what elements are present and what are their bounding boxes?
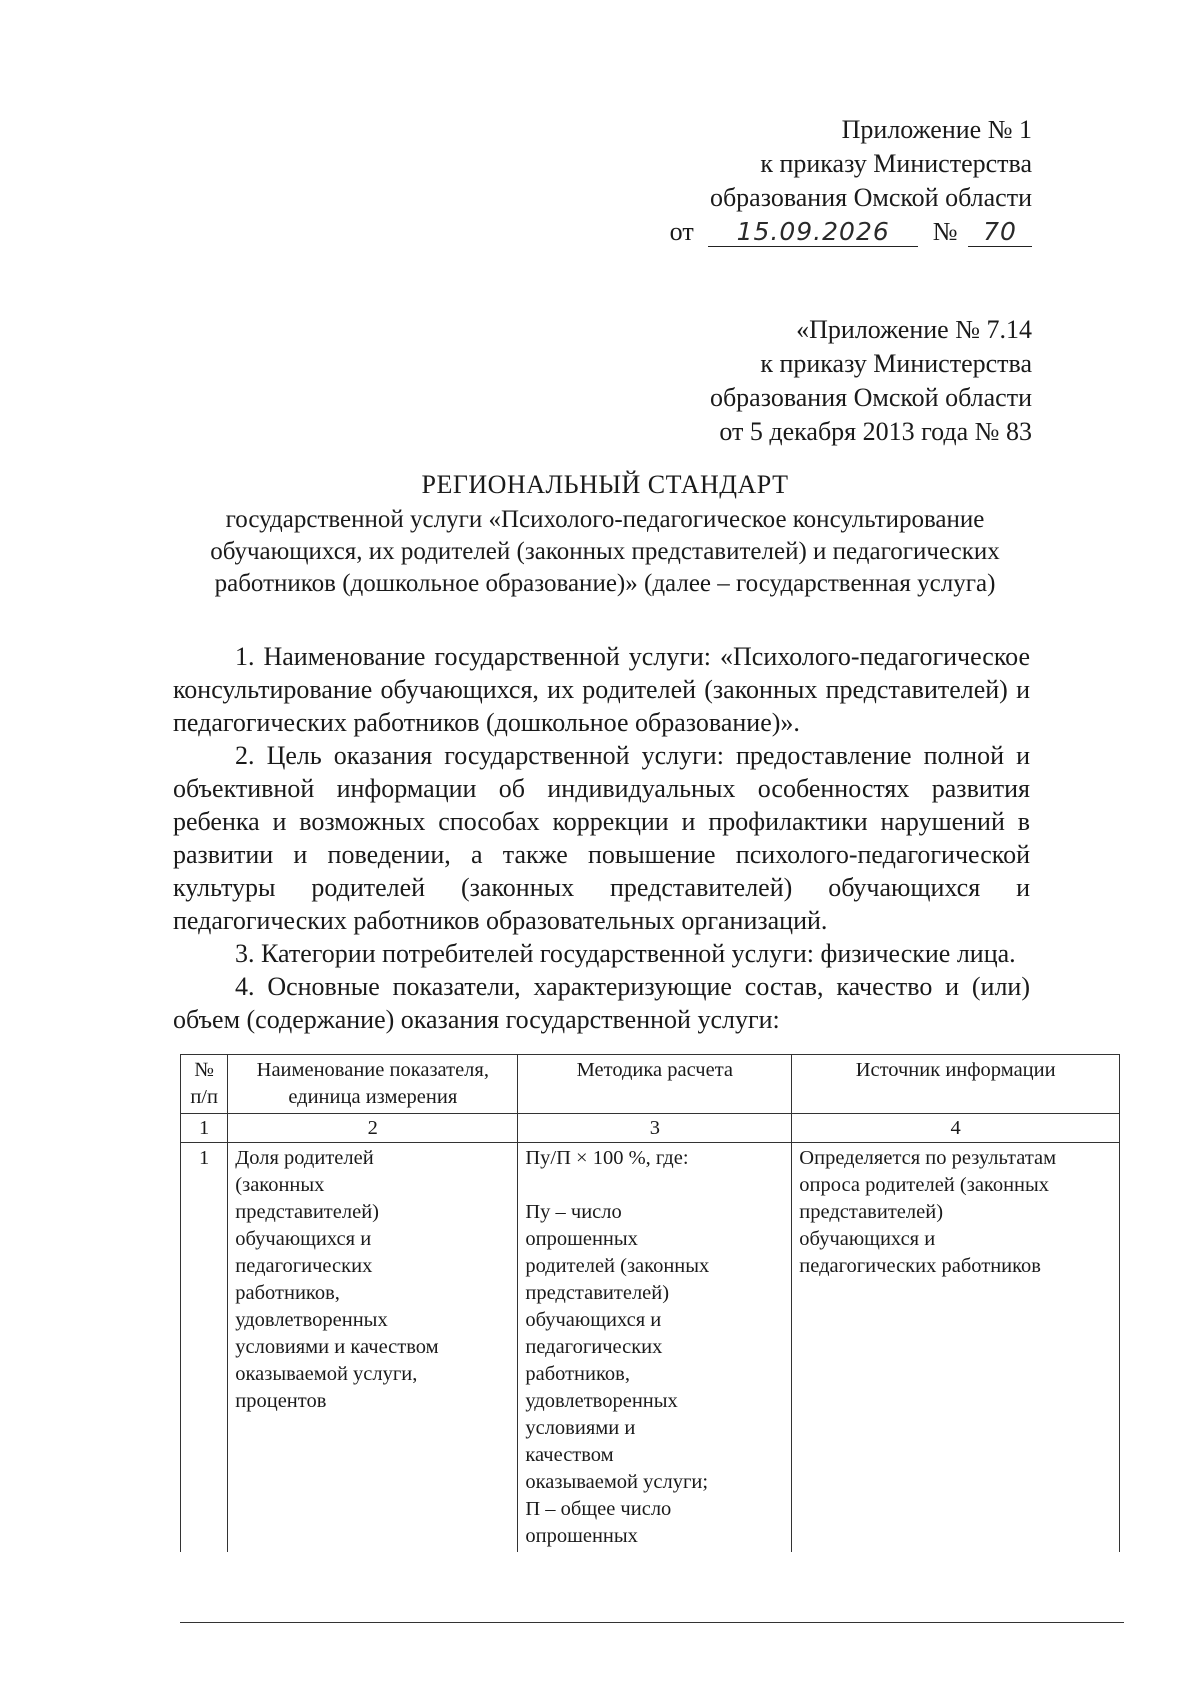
table-page-break-line [180, 1622, 1124, 1623]
source-cell [792, 1143, 1120, 1553]
cell-line: педагогических [525, 1336, 663, 1358]
document-title: РЕГИОНАЛЬНЫЙ СТАНДАРТ [421, 470, 789, 499]
cell-line [525, 1172, 784, 1199]
from-label: от [669, 217, 694, 246]
appendix-line: к приказу Министерства [760, 149, 1032, 178]
subtitle-line: обучающихся, их родителей (законных представителей) и педагогических [210, 538, 1000, 565]
number-label: № [932, 217, 958, 246]
appendix-line: образования Омской области [709, 383, 1032, 412]
appendix-line: образования Омской области [709, 183, 1032, 212]
cell-line: представителей) [799, 1201, 944, 1223]
cell-line: работников, [525, 1363, 630, 1385]
cell-line: условиями и [525, 1417, 636, 1439]
column-number-cell: 3 [518, 1114, 792, 1143]
document-heading [180, 468, 1030, 600]
table-header-row [181, 1055, 1120, 1114]
header-cell: Источник информации [792, 1055, 1120, 1114]
paragraph: 1. Наименование государственной услуги: «Психолого-педагогическое консультирование обучающихся, их родителей (законных представителей) и педагогических работников (дошкольное образование)». [173, 642, 1030, 737]
cell-line: качеством [525, 1444, 614, 1466]
handwritten-number: 70 [968, 218, 1032, 247]
cell-line: удовлетворенных [235, 1309, 388, 1331]
column-number-cell: 2 [228, 1114, 518, 1143]
cell-line: работников, [235, 1282, 340, 1304]
table-row [181, 1143, 1120, 1553]
indicator-cell [228, 1143, 518, 1553]
paragraph: 4. Основные показатели, характеризующие состав, качество и (или) объем (содержание) оказания государственной услуги: [173, 972, 1030, 1034]
subtitle-line: работников (дошкольное образование)» (далее – государственная услуга) [214, 570, 996, 597]
row-number-cell: 1 [181, 1143, 228, 1553]
cell-line: Пу/П × 100 %, где: [525, 1147, 689, 1169]
document-subtitle [180, 504, 1030, 600]
cell-line: оказываемой услуги; [525, 1471, 709, 1493]
cell-line: условиями и качеством [235, 1336, 439, 1358]
paragraph: 3. Категории потребителей государственной услуги: физические лица. [235, 939, 1016, 968]
cell-line: процентов [235, 1390, 327, 1412]
cell-line: опроса родителей (законных [799, 1174, 1050, 1196]
appendix-line: «Приложение № 7.14 [796, 315, 1032, 344]
header-cell: Методика расчета [518, 1055, 792, 1114]
handwritten-date: 15.09.2026 [708, 218, 918, 247]
indicators-table [180, 1054, 1120, 1552]
column-number-cell: 1 [181, 1114, 228, 1143]
paragraph: 2. Цель оказания государственной услуги: предоставление полной и объективной информации об индивидуальных особенностях развития ребенка и возможных способах коррекции и профилактики нарушений в развитии и поведении, а также повышение психолого-педагогической культуры родителей (законных представителей) обучающихся и педагогических работников образовательных организаций. [173, 741, 1030, 935]
cell-line: педагогических работников [799, 1255, 1041, 1277]
cell-line: представителей) [235, 1201, 379, 1223]
cell-line: представителей) [525, 1282, 670, 1304]
header-cell: Наименование показателя, единица измерения [228, 1055, 518, 1114]
appendix-header-current [670, 113, 1032, 249]
column-number-row [181, 1114, 1120, 1143]
cell-line: опрошенных [525, 1525, 638, 1547]
cell-line: обучающихся и [525, 1309, 662, 1331]
cell-line: Определяется по результатам [799, 1147, 1057, 1169]
cell-line: опрошенных [525, 1228, 638, 1250]
header-cell: № п/п [181, 1055, 228, 1114]
column-number-cell: 4 [792, 1114, 1120, 1143]
order-date-number-row [670, 215, 1032, 249]
cell-line: обучающихся и [235, 1228, 372, 1250]
cell-line: Доля родителей [235, 1147, 374, 1169]
cell-line: (законных [235, 1174, 325, 1196]
appendix-line: Приложение № 1 [841, 115, 1032, 144]
cell-line: П – общее число [525, 1498, 672, 1520]
cell-line: удовлетворенных [525, 1390, 678, 1412]
cell-line: Пу – число [525, 1201, 622, 1223]
method-cell [518, 1143, 792, 1553]
subtitle-line: государственной услуги «Психолого-педагогическое консультирование [225, 506, 985, 533]
cell-line: педагогических [235, 1255, 373, 1277]
appendix-line: от 5 декабря 2013 года № 83 [719, 417, 1032, 446]
document-body [173, 640, 1030, 1036]
appendix-line: к приказу Министерства [760, 349, 1032, 378]
cell-line: родителей (законных [525, 1255, 710, 1277]
cell-line: обучающихся и [799, 1228, 936, 1250]
appendix-header-original [710, 313, 1032, 449]
cell-line: оказываемой услуги, [235, 1363, 418, 1385]
